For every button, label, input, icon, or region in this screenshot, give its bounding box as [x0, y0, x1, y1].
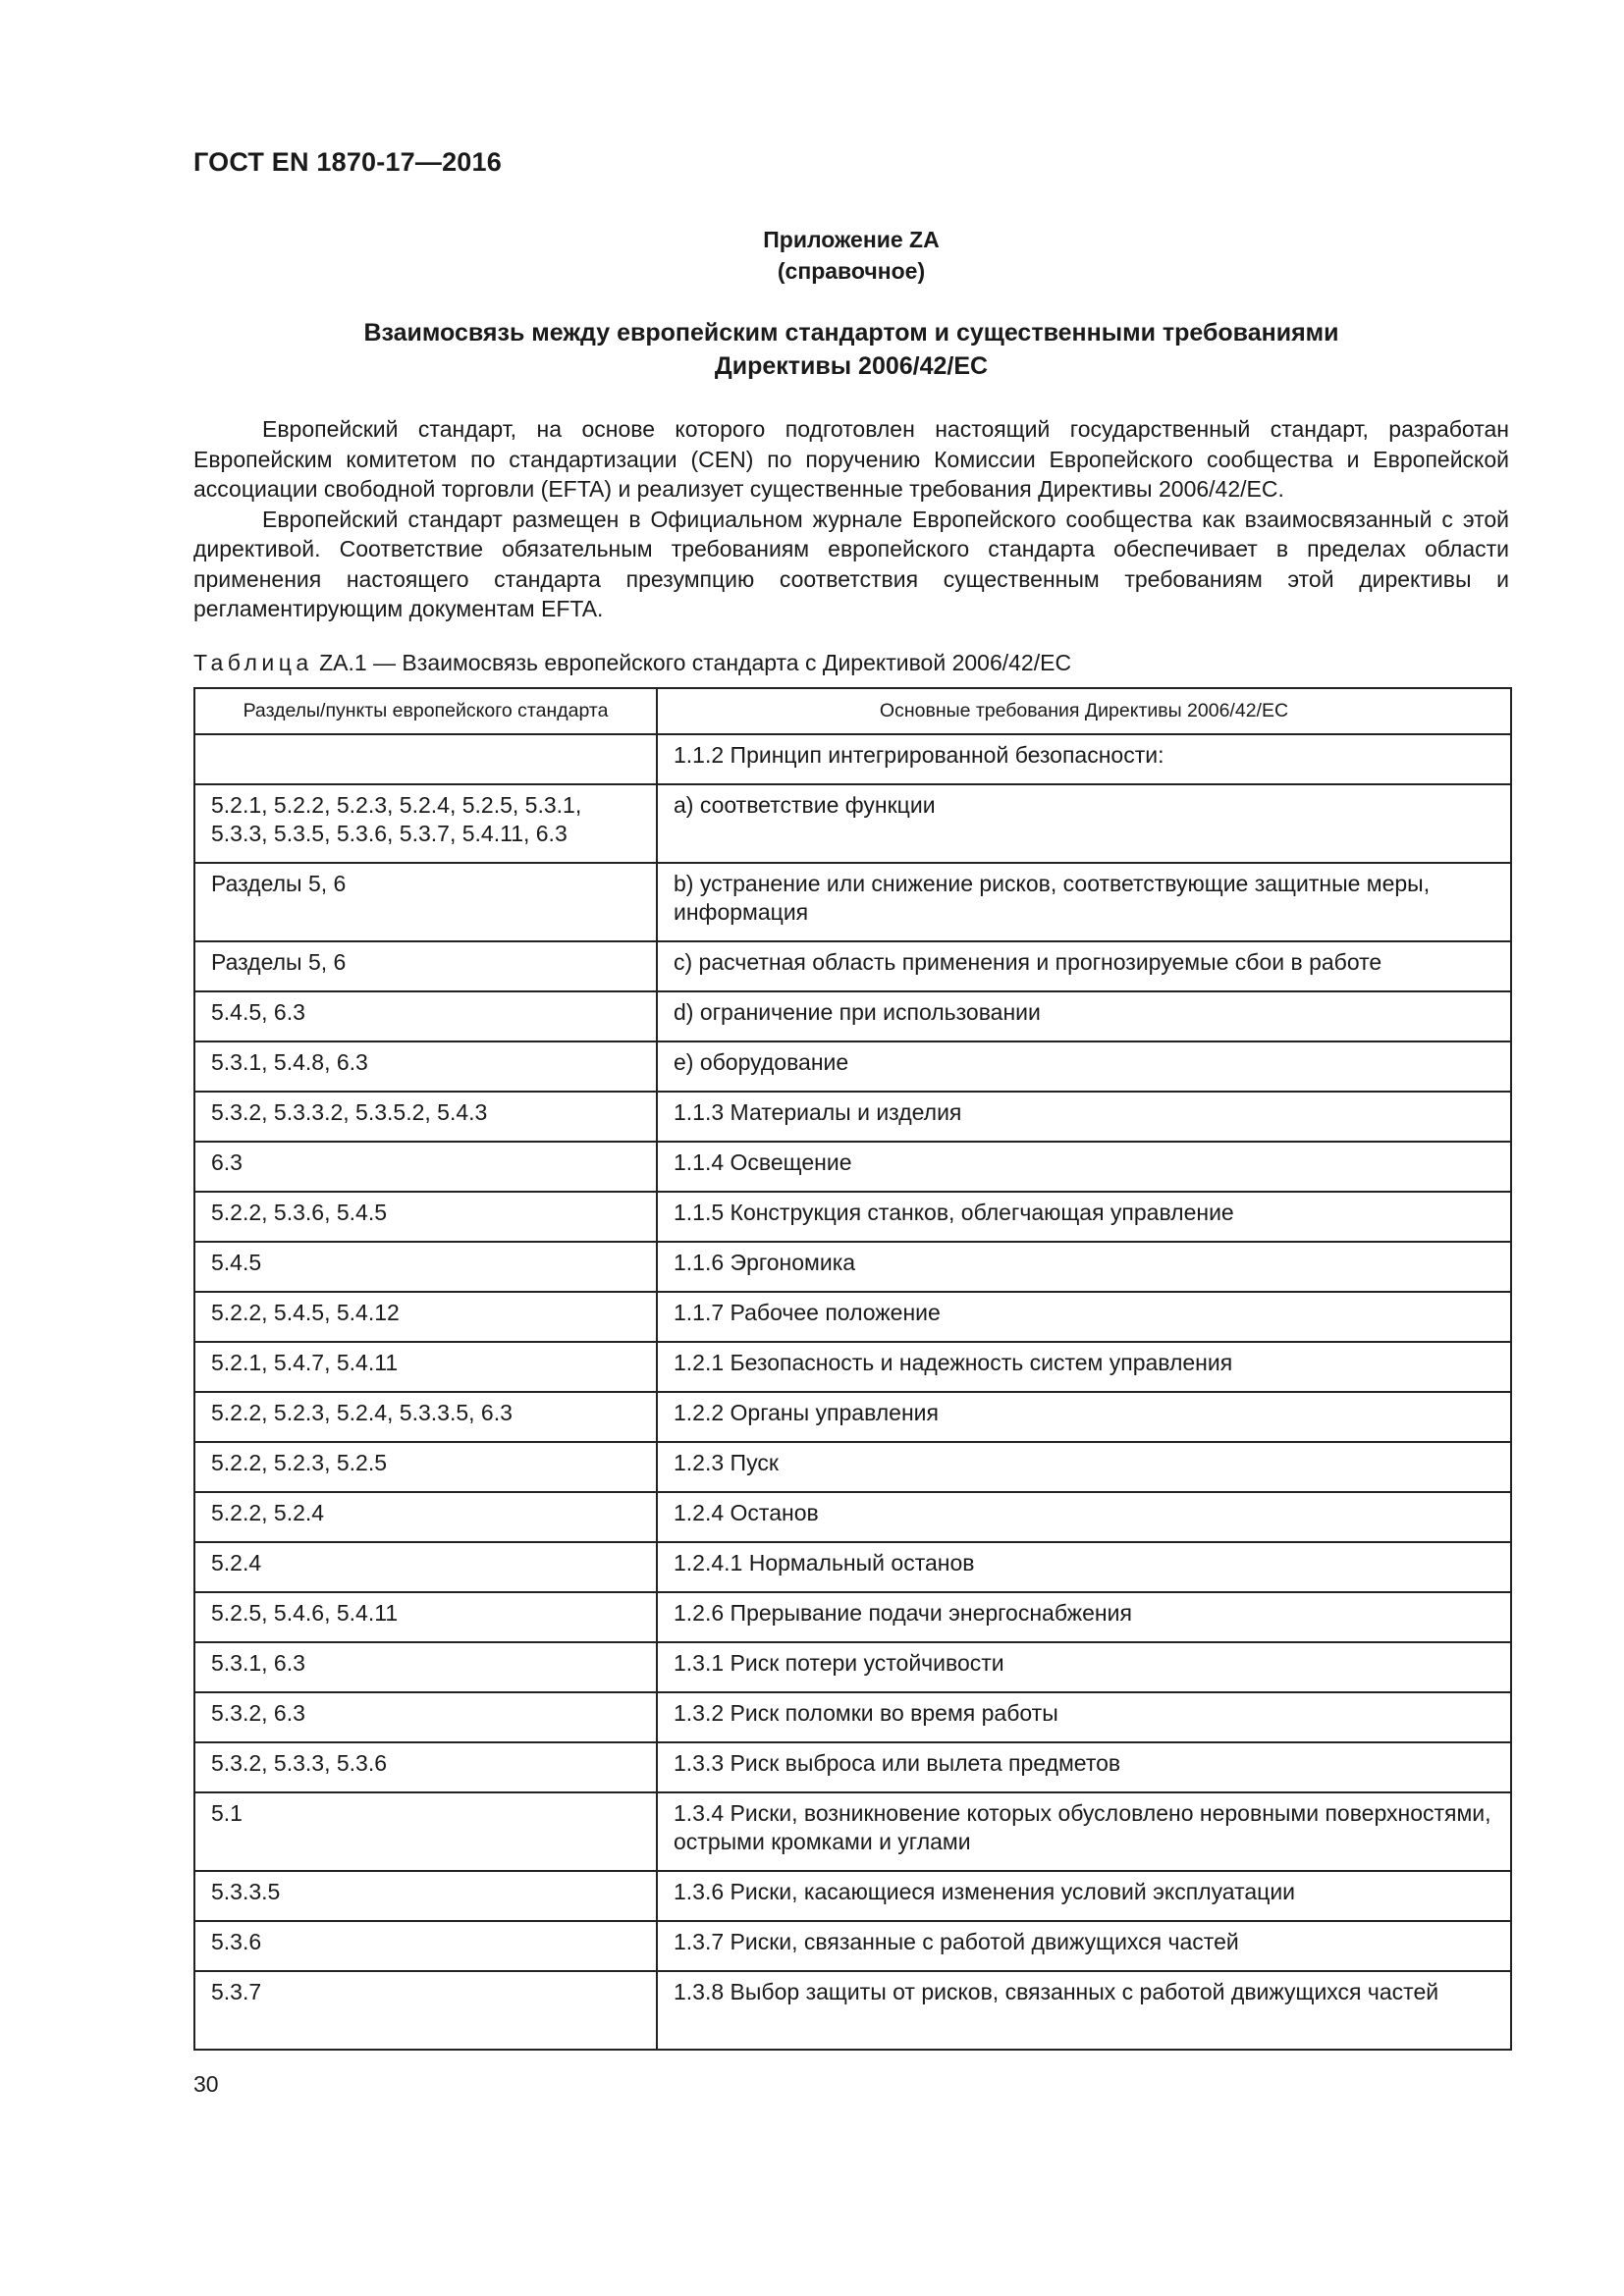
table-row [194, 1492, 1511, 1542]
table-row [194, 784, 1511, 863]
annex-title [193, 316, 1509, 383]
directive-requirement-cell: 1.1.5 Конструкция станков, облегчающая управление [657, 1192, 1511, 1242]
standard-clause-cell: 5.3.2, 5.3.3.2, 5.3.5.2, 5.4.3 [194, 1092, 657, 1142]
directive-requirement-cell: 1.1.3 Материалы и изделия [657, 1092, 1511, 1142]
directive-requirement-cell: 1.2.4 Останов [657, 1492, 1511, 1542]
directive-requirement-cell: 1.3.4 Риски, возникновение которых обусловлено неровными поверхностями, острыми кромками и углами [657, 1792, 1511, 1871]
standard-clause-cell: 5.4.5 [194, 1242, 657, 1292]
standard-clause-cell: 5.2.4 [194, 1542, 657, 1592]
standard-clause-cell: 5.2.2, 5.2.3, 5.2.5 [194, 1442, 657, 1492]
table-row [194, 1092, 1511, 1142]
table-row [194, 1292, 1511, 1342]
directive-requirement-cell: d) ограничение при использовании [657, 991, 1511, 1041]
directive-requirement-cell: 1.2.1 Безопасность и надежность систем управления [657, 1342, 1511, 1392]
standard-clause-cell: 6.3 [194, 1142, 657, 1192]
directive-requirement-cell: a) соответствие функции [657, 784, 1511, 863]
directive-requirement-cell: e) оборудование [657, 1041, 1511, 1092]
table-row [194, 1742, 1511, 1792]
table-row [194, 1542, 1511, 1592]
table-caption-text: ZA.1 — Взаимосвязь европейского стандарта с Директивой 2006/42/EC [319, 650, 1072, 675]
directive-requirement-cell: 1.3.1 Риск потери устойчивости [657, 1642, 1511, 1692]
table-header-cell: Разделы/пункты европейского стандарта [194, 688, 657, 734]
annex-title-line-2: Директивы 2006/42/EC [714, 352, 989, 380]
table-row [194, 1442, 1511, 1492]
table-row [194, 941, 1511, 991]
standard-clause-cell: 5.3.2, 5.3.3, 5.3.6 [194, 1742, 657, 1792]
table-row [194, 1792, 1511, 1871]
table-row [194, 1041, 1511, 1092]
standard-clause-cell: 5.3.1, 6.3 [194, 1642, 657, 1692]
standard-clause-cell: 5.2.1, 5.2.2, 5.2.3, 5.2.4, 5.2.5, 5.3.1, 5.3.3, 5.3.5, 5.3.6, 5.3.7, 5.4.11, 6.3 [194, 784, 657, 863]
directive-requirement-cell: 1.2.2 Органы управления [657, 1392, 1511, 1442]
standard-clause-cell: Разделы 5, 6 [194, 863, 657, 941]
table-row [194, 1642, 1511, 1692]
standard-clause-cell: 5.2.5, 5.4.6, 5.4.11 [194, 1592, 657, 1642]
directive-requirement-cell: c) расчетная область применения и прогнозируемые сбои в работе [657, 941, 1511, 991]
standard-clause-cell: 5.2.2, 5.2.4 [194, 1492, 657, 1542]
directive-requirement-cell: b) устранение или снижение рисков, соответствующие защитные меры, информация [657, 863, 1511, 941]
page-number: 30 [193, 2071, 219, 2097]
table-row [194, 1921, 1511, 1971]
directive-requirement-cell: 1.2.3 Пуск [657, 1442, 1511, 1492]
table-row [194, 1692, 1511, 1742]
directive-requirement-cell: 1.3.8 Выбор защиты от рисков, связанных с работой движущихся частей [657, 1971, 1511, 2050]
standard-clause-cell: Разделы 5, 6 [194, 941, 657, 991]
standard-clause-cell: 5.1 [194, 1792, 657, 1871]
paragraph: Европейский стандарт размещен в Официальном журнале Европейского сообщества как взаимосвязанный с этой директивой. Соответствие обязательным требованиям европейского стандарта обеспечивает в пределах области применения настоящего стандарта презумпцию соответствия существенным требованиям этой директивы и регламентирующим документам EFTA. [193, 506, 1509, 621]
directive-requirement-cell: 1.3.2 Риск поломки во время работы [657, 1692, 1511, 1742]
table-row [194, 1871, 1511, 1921]
standard-clause-cell [194, 734, 657, 784]
standard-clause-cell: 5.3.1, 5.4.8, 6.3 [194, 1041, 657, 1092]
standard-clause-cell: 5.3.2, 6.3 [194, 1692, 657, 1742]
directive-requirement-cell: 1.3.6 Риски, касающиеся изменения условий эксплуатации [657, 1871, 1511, 1921]
table-row [194, 1142, 1511, 1192]
annex-name: Приложение ZA [763, 227, 940, 252]
standard-clause-cell: 5.2.2, 5.2.3, 5.2.4, 5.3.3.5, 6.3 [194, 1392, 657, 1442]
directive-requirement-cell: 1.1.2 Принцип интегрированной безопасности: [657, 734, 1511, 784]
table-body [194, 734, 1511, 2050]
table-caption [193, 650, 1071, 676]
directive-requirement-cell: 1.1.4 Освещение [657, 1142, 1511, 1192]
annex-title-line-1: Взаимосвязь между европейским стандартом и существенными требованиями [363, 319, 1339, 347]
table-row [194, 1392, 1511, 1442]
directive-requirement-cell: 1.2.4.1 Нормальный останов [657, 1542, 1511, 1592]
directive-requirement-cell: 1.3.7 Риски, связанные с работой движущихся частей [657, 1921, 1511, 1971]
standard-clause-cell: 5.2.1, 5.4.7, 5.4.11 [194, 1342, 657, 1392]
paragraph: Европейский стандарт, на основе которого подготовлен настоящий государственный стандарт, разработан Европейским комитетом по стандартизации (CEN) по поручению Комиссии Европейского сообщества и Европейской ассоциации свободной торговли (EFTA) и реализует существенные требования Директивы 2006/42/EC. [193, 416, 1509, 502]
table-row [194, 1192, 1511, 1242]
standard-clause-cell: 5.3.7 [194, 1971, 657, 2050]
annex-type: (справочное) [777, 258, 926, 284]
table-row [194, 1342, 1511, 1392]
correspondence-table [193, 687, 1512, 2051]
annex-heading [193, 224, 1509, 287]
document-code: ГОСТ EN 1870-17—2016 [193, 147, 502, 177]
directive-requirement-cell: 1.2.6 Прерывание подачи энергоснабжения [657, 1592, 1511, 1642]
table-header-cell: Основные требования Директивы 2006/42/EC [657, 688, 1511, 734]
standard-clause-cell: 5.2.2, 5.3.6, 5.4.5 [194, 1192, 657, 1242]
standard-clause-cell: 5.2.2, 5.4.5, 5.4.12 [194, 1292, 657, 1342]
table-caption-label: Таблица [193, 650, 313, 675]
standard-clause-cell: 5.3.6 [194, 1921, 657, 1971]
table-header-row [194, 688, 1511, 734]
body-text [193, 414, 1509, 624]
table-row [194, 1592, 1511, 1642]
directive-requirement-cell: 1.3.3 Риск выброса или вылета предметов [657, 1742, 1511, 1792]
table-row [194, 734, 1511, 784]
standard-clause-cell: 5.3.3.5 [194, 1871, 657, 1921]
table-row [194, 863, 1511, 941]
table-row [194, 1971, 1511, 2050]
table-row [194, 1242, 1511, 1292]
table-row [194, 991, 1511, 1041]
standard-clause-cell: 5.4.5, 6.3 [194, 991, 657, 1041]
directive-requirement-cell: 1.1.7 Рабочее положение [657, 1292, 1511, 1342]
directive-requirement-cell: 1.1.6 Эргономика [657, 1242, 1511, 1292]
